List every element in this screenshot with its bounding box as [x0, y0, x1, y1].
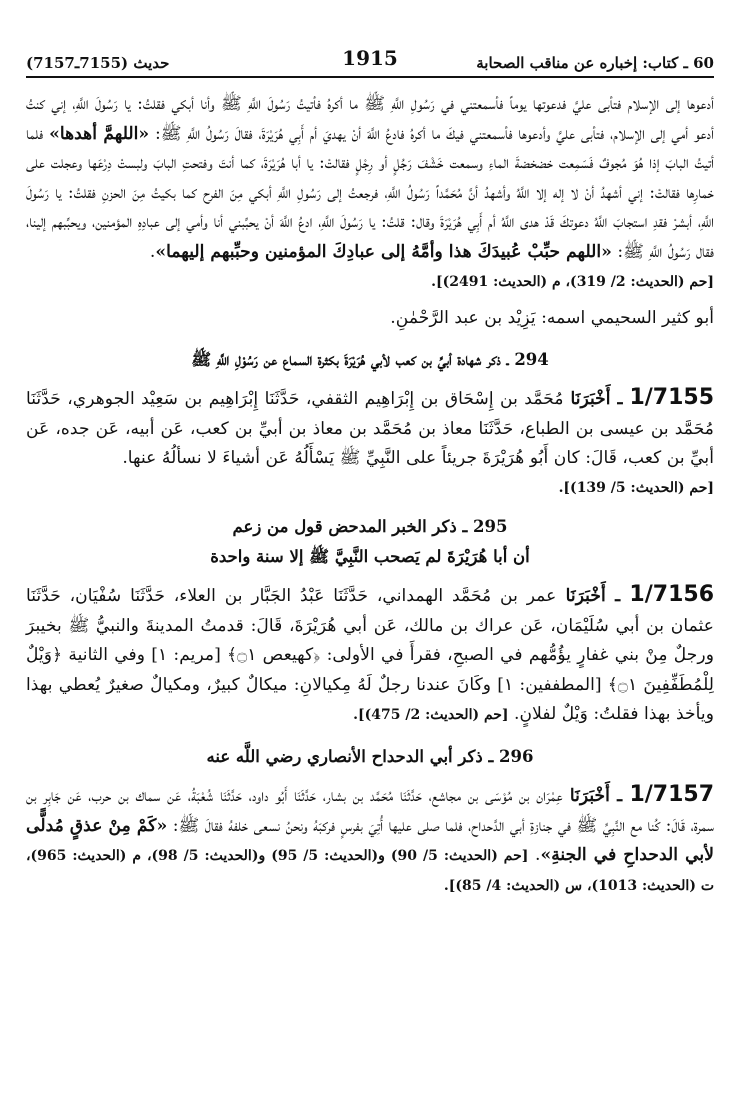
hadith-number: 1/7157: [629, 781, 715, 807]
hadith-number: 1/7156: [629, 581, 714, 607]
hadith-number: 1/7155: [629, 385, 715, 411]
page-body: [26, 90, 714, 900]
hadith-7157: [26, 780, 714, 900]
intro-text-1: أدعوها إلى الإسلام فتأبى عليَّ فدعوتها يوماً فأسمعتني في رَسُولِ اللَّهِ ﷺ ما أكرهُ فأتيتُ رَسُولَ اللَّهِ ﷺ وأنا أبكي فقلتُ: يا رَسُولَ اللَّهِ، إني كنتُ أدعو أمي إلى الإسلام، فتأبى عليَّ وأدعوها فأسمعتني فيكَ ما أكرهُ فادعُ اللَّهَ أنْ يهديَ أم أَبِي هُرَيْرَةَ، فقالَ رَسُولُ اللَّهِ ﷺ:: [26, 94, 714, 144]
page-header: [26, 42, 714, 78]
intro-note: أبو كثير السحيمي اسمه: يَزِيْد بن عبد الرَّحْمٰنِ.: [390, 307, 714, 328]
hadith-text: مُحَمَّد بن إِسْحَاق بن إِبْرَاهِيم الثقفي، حَدَّثَنَا إِبْرَاهِيم بن سَعِيْد الجوهري، حَدَّثَنَا مُحَمَّد بن عيسى بن الطباع، حَدَّثَنَا معاذ بن مُحَمَّد بن معاذ بن أبيِّ بن كعب، عَن أبيه، عَن جده، عَن أبيِّ بن كعب، قَالَ: كان أَبُو هُرَيْرَةَ جريئاً على النَّبِيِّ ﷺ يَسْأَلُهُ عَن أشياءَ لا نسألُهُ عنها.: [26, 389, 714, 469]
chapter-295-title-line-1: 295 ـ ذكر الخبر المدحض قول من زعم: [232, 516, 508, 536]
hadith-range: حديث (7155ـ7157): [26, 54, 170, 72]
chapter-295-title-line-2: أن أبا هُرَيْرَةَ لم يَصحب النَّبِيَّ ﷺ إلا سنة واحدة: [210, 546, 530, 566]
hadith-7156-source: [حم (الحديث: 2/ 475)].: [353, 707, 509, 724]
hadith-text-end: .: [534, 845, 541, 866]
book-title: 60 ـ كتاب: إخباره عن مناقب الصحابة: [476, 54, 714, 72]
intro-dua-1: «اللهمَّ أهدها»: [49, 123, 150, 144]
intro-text-3: .: [149, 241, 156, 262]
hadith-text: عمر بن مُحَمَّد الهمداني، حَدَّثَنَا عَبْدُ الجَبَّار بن العلاء، حَدَّثَنَا سُفْيَان، حَدَّثَنَا عثمان بن أبي سُلَيْمَان، عَن عراك بن مالك، عَن أبي هُرَيْرَةَ، قَالَ: قدمتُ المدينةَ والنبيُّ ﷺ بخيبرَ ورجلٌ مِنْ بني غفارٍ يؤُمُّهم في الصبحِ، فقرأَ في الأولى: ﴿كهيعص ۝١﴾ [مريم: ١] وفي الثانية ﴿وَيْلٌ لِلْمُطَفِّفِينَ ۝١﴾ [المطففين: ١] وكَانَ عندنا رجلٌ لَهُ مِكيالانِ: ميكالٌ كبيرٌ، ومكيالٌ صغيرٌ يُعطي بهذا ويأخذ بهذا فقلتُ: وَيْلٌ لفلانٍ.: [26, 585, 714, 725]
hadith-7155-source: [حم (الحديث: 5/ 139)].: [558, 479, 714, 496]
hadith-7156: [26, 580, 714, 730]
chapter-296-title: 296 ـ ذكر أبي الدحداح الأنصاري رضي اللَّه عنه: [206, 746, 534, 766]
akhbarana-label: ـ أَخْبَرَنَا: [563, 389, 630, 410]
hadith-text: عِمْرَان بن مُوْسَى بن مجاشع، حَدَّثَنَا مُحَمَّد بن بشار، حَدَّثَنَا أَبُو داود، حَدَّثَنَا شُعْبَةُ، عَن سماك بن حرب، عَن جَابِر بن سمرة، قَالَ: كُنا مع النَّبِيِّ ﷺ في جنازةِ أبي الدَّحداح، فلما صلى عليها أُتِيَ بفرسٍ فركبَهُ ونحنُ نسعى خلفهُ فقالَ ﷺ:: [26, 785, 714, 836]
akhbarana-label: ـ أَخْبَرَنَا: [562, 785, 630, 806]
intro-source: [حم (الحديث: 2/ 319)، م (الحديث: 2491)].: [431, 273, 714, 290]
intro-dua-2: «اللهم حبِّبْ عُبيدَكَ هذا وأمَّهُ إلى عبادِكَ المؤمنين وحبِّبهم إليهما»: [155, 241, 612, 262]
intro-paragraph: [26, 90, 714, 268]
intro-text-2: فلما أتيتُ البابَ إذا هُوَ مُجوفٌ فَسَمِعت خضخضةَ الماءِ وسمعت خَشْفَ رَجُلٍ أو رِجْلٍ فقالتْ: يا أبا هُرَيْرَةَ، كما أنتَ وفتحتِ البابَ ولبستْ دِرْعَها وعجلت على خمارِها فقالتْ: إني أشهدُ أنْ لا إله إلا اللَّهُ وأشهدُ أنَّ مُحَمَّداً رَسُولُ اللَّهِ، فرجعتُ إلى رَسُولِ اللَّهِ أبكي مِنَ الفرح كما بكيتُ مِنَ الحزنِ فقلتُ: يا رَسُولَ اللَّهِ، أبشرْ فقدِ استجابَ اللَّهُ دعوتكَ قَدْ هدى اللَّهُ أم أَبِي هُرَيْرَةَ وقال: قلتُ: يا رَسُولَ اللَّهِ، ادعُ اللَّهَ أنْ يحبِّبني أنا وأمي إلى عبادِهِ المؤمنين، ويحبِّبهم إلينا، فقال رَسُولُ اللَّهِ ﷺ:: [26, 123, 714, 262]
hadith-7155: [26, 383, 714, 474]
hadith-7157-source: [حم (الحديث: 5/ 90) و(الحديث: 5/ 95) و(الحديث: 5/ 98)، م (الحديث: 965)، ت (الحديث: 1013)، س (الحديث: 4/ 85)].: [26, 848, 714, 894]
hadith-quote: «كَمْ مِنْ عذقٍ مُدلًّى لأبي الدحداحِ في الجنةِ»: [26, 815, 714, 866]
page-number: 1915: [342, 46, 398, 70]
akhbarana-label: ـ أَخْبَرَنَا: [556, 585, 630, 606]
chapter-295-title: [26, 512, 714, 572]
chapter-294-title: 294 ـ ذكر شهادة أبيِّ بن كعب لأبي هُرَيْرَةَ بكثرة السماع عن رَسُوْلِ اللَّهِ ﷺ: [191, 350, 549, 370]
